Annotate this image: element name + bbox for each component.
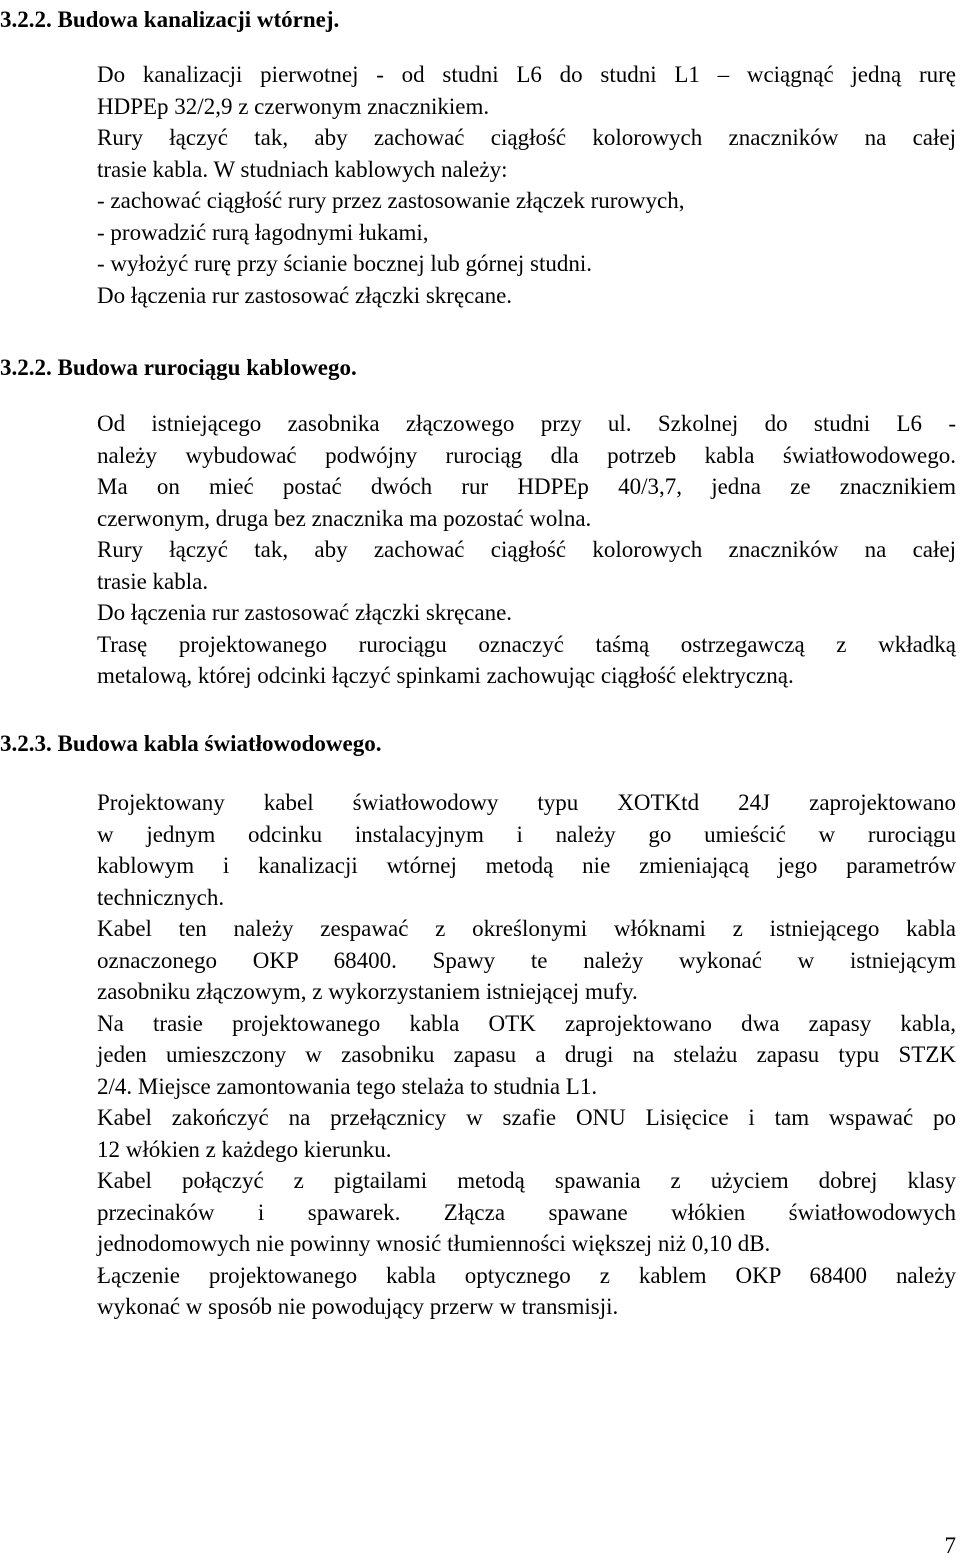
paragraph-line: Ma on mieć postać dwóch rur HDPEp 40/3,7, jedna ze znacznikiem (97, 474, 956, 499)
paragraph-line: Do łączenia rur zastosować złączki skręcane. (97, 600, 513, 625)
section-heading-kanalizacja-wtorna: 3.2.2. Budowa kanalizacji wtórnej. (0, 7, 340, 32)
paragraph-line: Kabel zakończyć na przełącznicy w szafie ONU Lisięcice i tam wspawać po (97, 1105, 956, 1130)
paragraph-line: Do kanalizacji pierwotnej - od studni L6 do studni L1 – wciągnąć jedną rurę (97, 62, 956, 87)
paragraph-line: metalową, której odcinki łączyć spinkami zachowując ciągłość elektryczną. (97, 663, 794, 688)
paragraph-line: HDPEp 32/2,9 z czerwonym znacznikiem. (97, 93, 490, 119)
section-heading-kabel-swiatlowodowy: 3.2.3. Budowa kabla światłowodowego. (0, 731, 382, 756)
list-item: - wyłożyć rurę przy ścianie bocznej lub górnej studni. (97, 251, 592, 276)
paragraph-line: trasie kabla. (97, 568, 209, 594)
section-body-rurociag-kablowy (97, 408, 956, 692)
paragraph-line: 12 włókien z każdego kierunku. (97, 1136, 392, 1162)
section-body-kanalizacja-wtorna (97, 59, 956, 311)
paragraph-line: kablowym i kanalizacji wtórnej metodą nie zmieniającą jego parametrów (97, 853, 956, 878)
paragraph-line: czerwonym, druga bez znacznika ma pozostać wolna. (97, 505, 592, 531)
paragraph-line: Od istniejącego zasobnika złączowego przy ul. Szkolnej do studni L6 - (97, 411, 956, 436)
paragraph-line: jednodomowych nie powinny wnosić tłumienności większej niż 0,10 dB. (97, 1231, 771, 1256)
paragraph-line: wykonać w sposób nie powodujący przerw w transmisji. (97, 1294, 619, 1319)
paragraph-line: Kabel ten należy zespawać z określonymi włóknami z istniejącego kabla (97, 916, 956, 941)
page-number: 7 (944, 1533, 956, 1558)
paragraph-line: oznaczonego OKP 68400. Spawy te należy wykonać w istniejącym (97, 947, 956, 973)
paragraph-line: Kabel połączyć z pigtailami metodą spawania z użyciem dobrej klasy (97, 1168, 956, 1193)
paragraph-line: Do łączenia rur zastosować złączki skręcane. (97, 282, 513, 308)
paragraph-line: przecinaków i spawarek. Złącza spawane włókien światłowodowych (97, 1199, 956, 1225)
list-item: - prowadzić rurą łagodnymi łukami, (97, 219, 429, 245)
paragraph-line: zasobniku złączowym, z wykorzystaniem istniejącej mufy. (97, 979, 638, 1004)
paragraph-line: Na trasie projektowanego kabla OTK zaprojektowano dwa zapasy kabla, (97, 1010, 956, 1036)
paragraph-line: Projektowany kabel światłowodowy typu XOTKtd 24J zaprojektowano (97, 790, 956, 815)
paragraph-line: trasie kabla. W studniach kablowych należy: (97, 156, 508, 182)
paragraph-line: Łączenie projektowanego kabla optycznego z kablem OKP 68400 należy (97, 1262, 956, 1288)
paragraph-line: należy wybudować podwójny rurociąg dla potrzeb kabla światłowodowego. (97, 442, 956, 468)
paragraph-line: Trasę projektowanego rurociągu oznaczyć taśmą ostrzegawczą z wkładką (97, 631, 956, 657)
section-body-kabel-swiatlowodowy (97, 787, 956, 1323)
paragraph-line: jeden umieszczony w zasobniku zapasu a drugi na stelażu zapasu typu STZK (97, 1042, 956, 1067)
paragraph-line: Rury łączyć tak, aby zachować ciągłość kolorowych znaczników na całej (97, 537, 956, 562)
paragraph-line: w jednym odcinku instalacyjnym i należy go umieścić w rurociągu (97, 821, 956, 847)
list-item: - zachować ciągłość rury przez zastosowanie złączek rurowych, (97, 188, 685, 213)
paragraph-line: Rury łączyć tak, aby zachować ciągłość kolorowych znaczników na całej (97, 125, 956, 150)
paragraph-line: technicznych. (97, 884, 225, 910)
paragraph-line: 2/4. Miejsce zamontowania tego stelaża to studnia L1. (97, 1073, 598, 1099)
section-heading-rurociag-kablowy: 3.2.2. Budowa rurociągu kablowego. (0, 355, 357, 380)
